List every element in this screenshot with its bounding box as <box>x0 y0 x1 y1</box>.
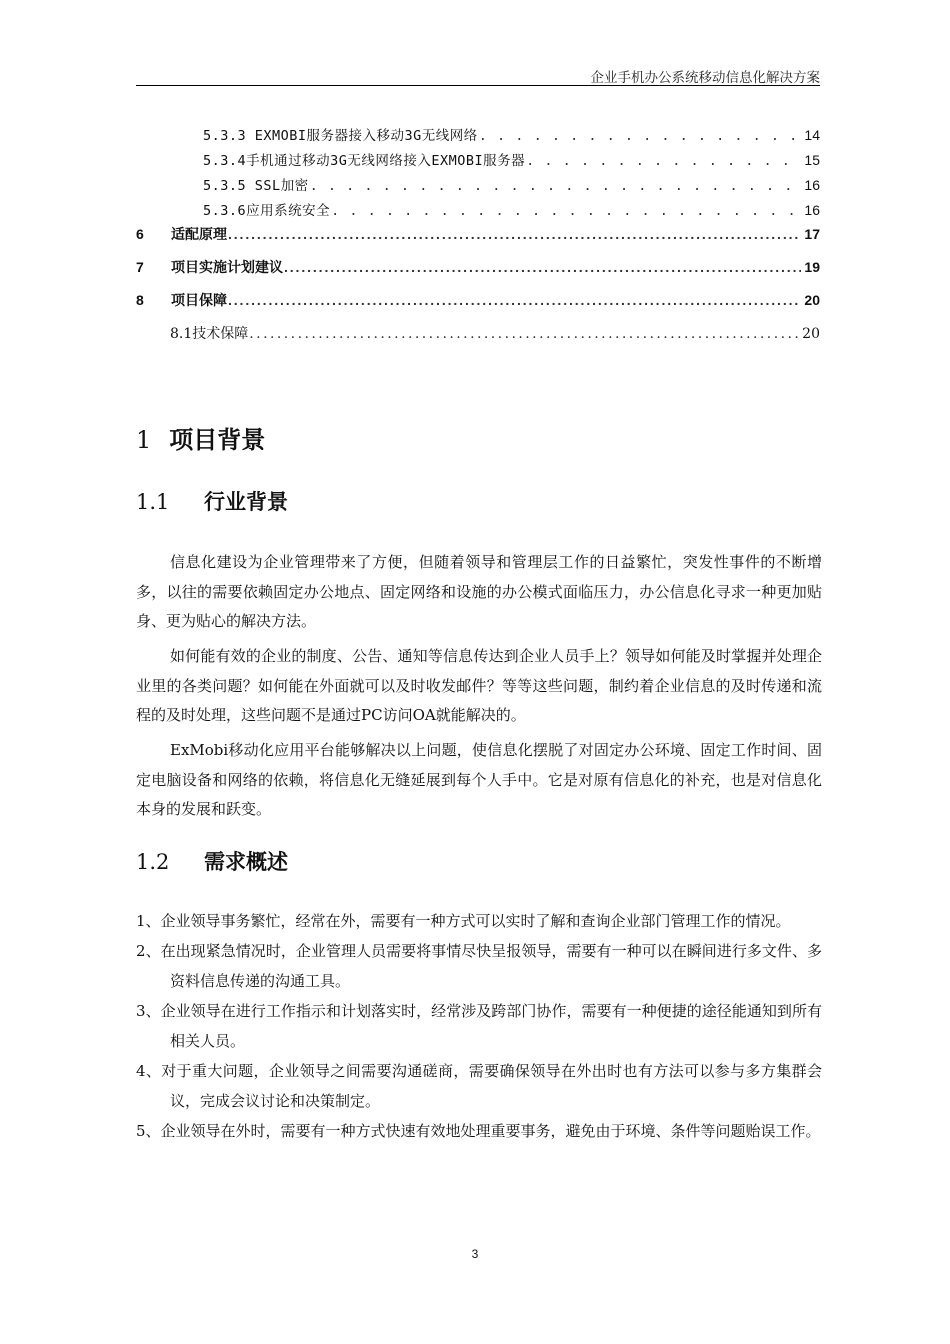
running-header: 企业手机办公系统移动信息化解决方案 <box>590 70 820 86</box>
section-number: 1.2 <box>136 850 170 874</box>
toc-page-number: 14 <box>804 127 820 143</box>
toc-entry-5-3-4[interactable] <box>136 149 820 174</box>
paragraph: 信息化建设为企业管理带来了方便，但随着领导和管理层工作的日益繁忙，突发性事件的不断增多，以往的需要依赖固定办公地点、固定网络和设施的办公模式面临压力，办公信息化寻求一种更加贴身、更为贴心的解决方法。 <box>136 553 822 630</box>
toc-entry-label: 项目实施计划建议 <box>171 259 283 275</box>
paragraph: ExMobi移动化应用平台能够解决以上问题，使信息化摆脱了对固定办公环境、固定工作时间、固定电脑设备和网络的依赖，将信息化无缝延展到每个人手中。它是对原有信息化的补充，也是对信息化本身的发展和跃变。 <box>136 741 822 818</box>
section-title: 需求概述 <box>204 851 288 874</box>
toc-page-number: 17 <box>804 226 820 242</box>
requirements-list <box>136 906 822 1146</box>
list-item: 3、企业领导在进行工作指示和计划落实时，经常涉及跨部门协作，需要有一种便捷的途径能通知到所有相关人员。 <box>136 1002 822 1050</box>
toc-entry-label: 8.1技术保障 <box>170 326 249 342</box>
toc-entry-label: 项目保障 <box>171 292 227 308</box>
section-title: 项目背景 <box>169 427 266 454</box>
section-number: 1.1 <box>136 490 170 514</box>
toc-page-number: 20 <box>804 292 820 308</box>
paragraph: 如何能有效的企业的制度、公告、通知等信息传达到企业人员手上？领导如何能及时掌握并处理企业里的各类问题？如何能在外面就可以及时收发邮件？等等这些问题，制约着企业信息的及时传递和流程的及时处理，这些问题不是通过PC访问OA就能解决的。 <box>136 647 822 724</box>
toc-leader-dots <box>526 153 801 169</box>
toc-chapter-number: 7 <box>136 259 144 275</box>
toc-leader-dots <box>331 203 801 219</box>
toc-entry-5-3-6[interactable] <box>136 199 820 224</box>
toc-entry-7[interactable] <box>136 257 820 290</box>
toc-leader-dots <box>228 292 801 308</box>
toc-leader-dots <box>228 226 801 242</box>
toc-entry-8[interactable] <box>136 290 820 323</box>
section-title: 行业背景 <box>204 491 288 514</box>
toc-page-number: 19 <box>804 259 820 275</box>
toc-entry-5-3-3[interactable] <box>136 124 820 149</box>
section-heading-1 <box>136 420 265 455</box>
list-item: 1、企业领导事务繁忙，经常在外，需要有一种方式可以实时了解和查询企业部门管理工作的情况。 <box>136 912 791 930</box>
toc-leader-dots <box>310 178 802 194</box>
table-of-contents <box>136 124 820 351</box>
toc-leader-dots <box>284 259 801 275</box>
toc-entry-6[interactable] <box>136 224 820 257</box>
toc-entry-label: 5.3.6应用系统安全 <box>203 203 331 219</box>
toc-page-number: 15 <box>804 152 820 168</box>
toc-entry-label: 5.3.4手机通过移动3G无线网络接入EXMOBI服务器 <box>203 153 526 169</box>
toc-chapter-number: 6 <box>136 226 144 242</box>
list-item: 5、企业领导在外时，需要有一种方式快速有效地处理重要事务，避免由于环境、条件等问题贻误工作。 <box>136 1122 821 1140</box>
page-number: 3 <box>471 1247 479 1261</box>
toc-page-number: 20 <box>802 326 820 342</box>
header-divider <box>136 85 820 86</box>
section-number: 1 <box>136 426 152 454</box>
toc-entry-label: 适配原理 <box>171 226 227 242</box>
list-item: 4、对于重大问题，企业领导之间需要沟通磋商，需要确保领导在外出时也有方法可以参与多方集群会议，完成会议讨论和决策制定。 <box>136 1062 822 1110</box>
toc-leader-dots <box>249 326 799 342</box>
toc-entry-label: 5.3.5 SSL加密 <box>203 178 309 194</box>
toc-chapter-number: 8 <box>136 292 144 308</box>
toc-entry-label: 5.3.3 EXMOBI服务器接入移动3G无线网络 <box>203 128 478 144</box>
toc-page-number: 16 <box>804 202 820 218</box>
section-heading-1-2 <box>136 846 288 876</box>
toc-entry-5-3-5[interactable] <box>136 174 820 199</box>
list-item: 2、在出现紧急情况时，企业管理人员需要将事情尽快呈报领导，需要有一种可以在瞬间进行多文件、多资料信息传递的沟通工具。 <box>136 942 822 990</box>
section-heading-1-1 <box>136 486 288 516</box>
toc-page-number: 16 <box>804 177 820 193</box>
toc-entry-8-1[interactable] <box>136 323 820 351</box>
toc-leader-dots <box>479 128 802 144</box>
